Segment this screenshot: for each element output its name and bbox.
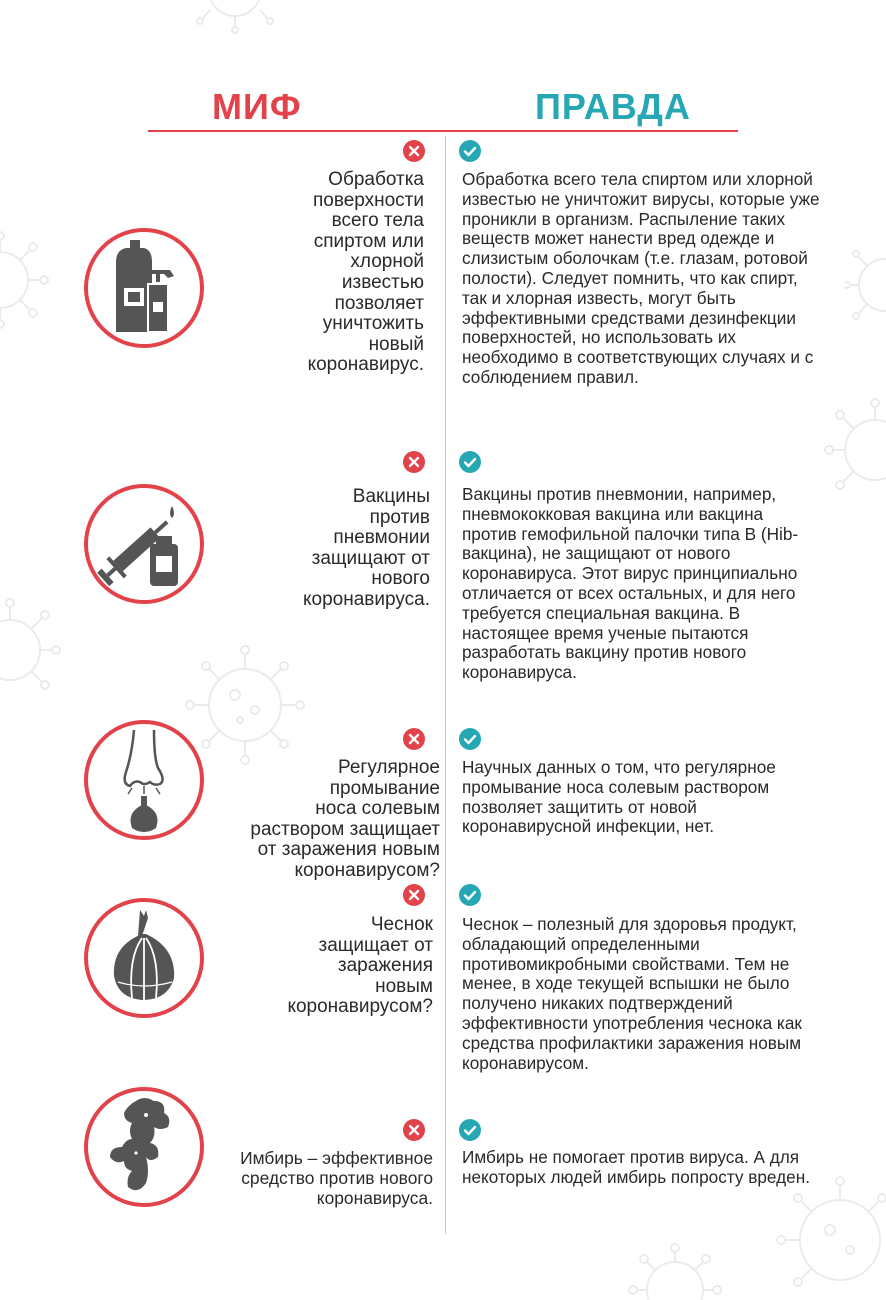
garlic-icon [88,902,200,1014]
header-divider [148,130,738,132]
ginger-icon [88,1091,200,1203]
cross-icon [403,1119,425,1141]
item-5-illustration [84,1087,204,1207]
truth-text: Чеснок – полезный для здоровья продукт, обладающий определенными противомикробными свойствами. Тем не менее, в ходе текущей вспышки не было получено никаких подтверждений эффективности употребления чеснока как средства профилактики заражения новым коронавирусом. [462,914,802,1073]
virus-icon [815,395,886,505]
bottles-icon [88,232,200,344]
myth-text: Имбирь – эффективное средство против нового коронавируса. [240,1148,433,1208]
item-4-illustration [84,898,204,1018]
truth-header: ПРАВДА [535,86,691,127]
myth-text: Вакцины против пневмонии защищают от нового коронавируса. [303,486,430,610]
check-icon [459,884,481,906]
truth-text: Научных данных о том, что регулярное промывание носа солевым раствором позволяет защитить от новой коронавирусной инфекции, нет. [462,757,776,837]
truth-text: Обработка всего тела спиртом или хлорной известью не уничтожит вирусы, которые уже проникли в организм. Распыление таких веществ может нанести вред одежде и слизистым оболочкам (т.е. глазам, ротовой полости). Следует помнить, что как спирт, так и хлорная известь, могут быть эффективными средствами дезинфекции поверхностей, но использовать их необходимо в соответствующих случаях и с соблюдением правил. [462,169,820,387]
cross-icon [403,140,425,162]
check-icon [459,728,481,750]
cross-icon [403,884,425,906]
nose-icon [88,724,200,836]
virus-icon [0,595,70,705]
check-icon [459,1119,481,1141]
item-2-illustration [84,484,204,604]
check-icon [459,451,481,473]
truth-text: Вакцины против пневмонии, например, пневмококковая вакцина или вакцина против гемофильной палочки типа B (Hib-вакцина), не защищают от нового коронавируса. Этот вирус принципиально отличается от всех остальных, и для него требуется специальная вакцина. В настоящее время ученые пытаются разработать вакцину против нового коронавируса. [462,484,799,683]
myth-text: Обработка поверхности всего тела спиртом или хлорной известью позволяет уничтожить новый коронавирус. [307,169,424,376]
truth-text: Имбирь не помогает против вируса. А для некоторых людей имбирь попросту вреден. [462,1147,810,1187]
item-1-illustration [84,228,204,348]
item-3-illustration [84,720,204,840]
myth-text: Регулярное промывание носа солевым раствором защищает от заражения новым коронавирусом? [250,757,440,881]
virus-icon [625,1240,725,1300]
virus-icon [0,225,60,335]
cross-icon [403,728,425,750]
column-divider [445,136,446,1234]
check-icon [459,140,481,162]
myth-header: МИФ [212,86,302,127]
cross-icon [403,451,425,473]
myth-text: Чеснок защищает от заражения новым коронавирусом? [287,914,433,1018]
virus-icon [845,240,886,330]
syringe-icon [88,488,200,600]
virus-icon [180,0,290,40]
